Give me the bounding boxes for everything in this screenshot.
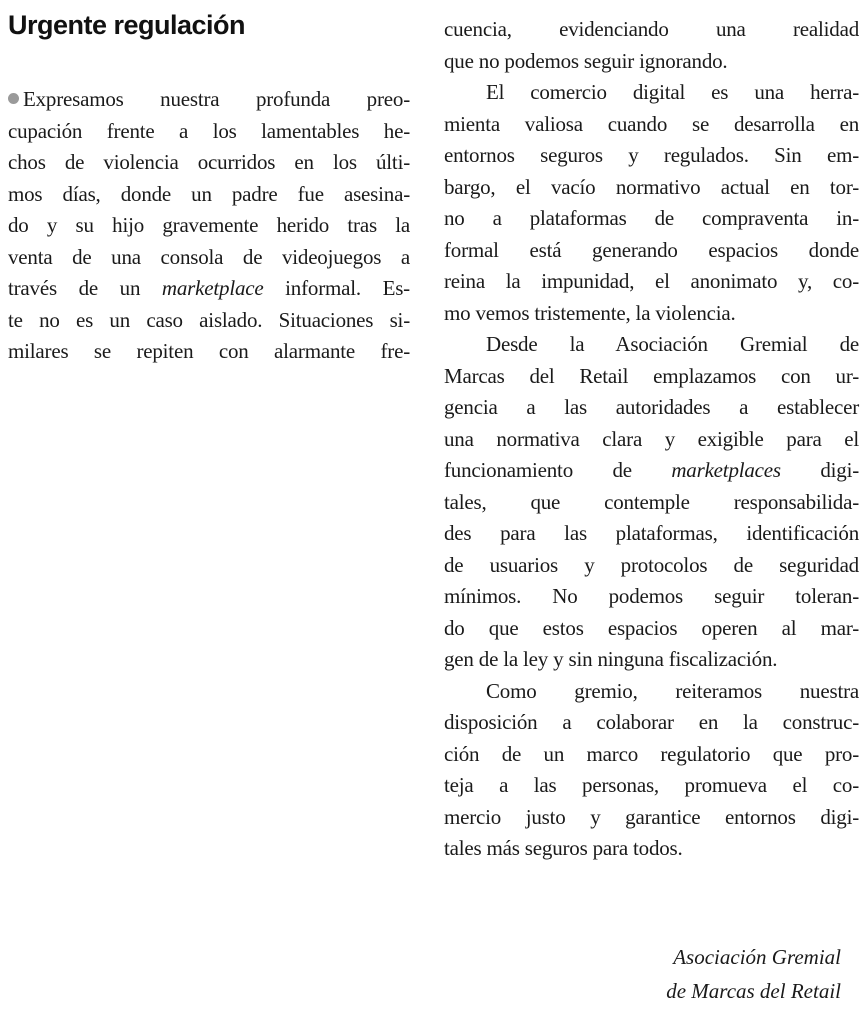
text-segment: funcionamiento de <box>444 458 672 482</box>
text-segment: ción de un marco regulatorio que pro- <box>444 741 859 766</box>
text-line <box>8 273 410 305</box>
text-segment: cupación frente a los lamentables he- <box>8 118 410 143</box>
letter-body-right <box>444 14 859 865</box>
text-line <box>444 424 859 456</box>
text-line <box>444 802 859 834</box>
text-segment: través de un <box>8 276 162 300</box>
signature-line: Asociación Gremial <box>673 945 841 969</box>
text-segment: Como gremio, reiteramos nuestra <box>486 678 859 703</box>
signature <box>666 940 841 1008</box>
text-segment: gen de la ley y sin ninguna fiscalización. <box>444 647 778 671</box>
text-line <box>444 298 859 330</box>
text-line <box>444 46 859 78</box>
text-segment: teja a las personas, promueva el co- <box>444 773 859 797</box>
text-line <box>444 550 859 582</box>
text-segment: cuencia, evidenciando una realidad <box>444 17 859 41</box>
text-line <box>444 518 859 550</box>
text-segment: de usuarios y protocolos de seguridad <box>444 552 859 577</box>
text-segment: bargo, el vacío normativo actual en tor- <box>444 174 859 199</box>
text-line <box>8 179 410 211</box>
text-segment: reina la impunidad, el anonimato y, co- <box>444 269 859 293</box>
text-segment: mos días, donde un padre fue asesina- <box>8 181 410 206</box>
text-line <box>444 833 859 865</box>
text-segment: gencia a las autoridades a establecer <box>444 395 859 419</box>
text-line <box>444 455 859 487</box>
text-segment: te no es un caso aislado. Situaciones si- <box>8 307 410 332</box>
left-column <box>8 8 410 368</box>
text-segment: informal. Es- <box>263 276 410 300</box>
text-line <box>444 14 859 46</box>
text-line <box>8 210 410 242</box>
text-segment: do que estos espacios operen al mar- <box>444 615 859 640</box>
text-segment: Desde la Asociación Gremial de <box>486 332 859 356</box>
text-line <box>444 235 859 267</box>
text-line <box>444 644 859 676</box>
text-line <box>8 305 410 337</box>
text-segment: marketplace <box>161 276 264 300</box>
text-segment: digi- <box>780 458 860 482</box>
text-segment: disposición a colaborar en la construc- <box>444 710 859 734</box>
text-segment: venta de una consola de videojuegos a <box>8 244 410 269</box>
letter-body-left <box>8 84 410 368</box>
text-segment: mo vemos tristemente, la violencia. <box>444 300 736 325</box>
text-segment: mercio justo y garantice entornos digi- <box>444 804 859 829</box>
text-segment: entornos seguros y regulados. Sin em- <box>444 143 859 167</box>
text-segment: Expresamos nuestra profunda preo- <box>23 87 410 111</box>
bullet-icon <box>8 93 19 104</box>
text-line <box>444 707 859 739</box>
text-segment: Marcas del Retail emplazamos con ur- <box>444 363 859 388</box>
text-line <box>444 676 859 708</box>
text-line <box>444 392 859 424</box>
text-segment: chos de violencia ocurridos en los últi- <box>8 150 410 174</box>
text-line <box>444 487 859 519</box>
page-title: Urgente regulación <box>8 10 246 40</box>
text-segment: que no podemos seguir ignorando. <box>444 48 728 73</box>
text-segment: do y su hijo gravemente herido tras la <box>8 213 410 237</box>
text-line <box>444 266 859 298</box>
text-line <box>8 116 410 148</box>
text-line <box>444 739 859 771</box>
text-line <box>444 172 859 204</box>
text-segment: mienta valiosa cuando se desarrolla en <box>444 111 859 136</box>
text-segment: tales, que contemple responsabilida- <box>444 489 859 514</box>
text-segment: marketplaces <box>671 458 781 482</box>
text-segment: formal está generando espacios donde <box>444 237 859 262</box>
text-line <box>444 581 859 613</box>
text-line <box>8 84 410 116</box>
text-line <box>444 77 859 109</box>
text-line <box>8 336 410 368</box>
text-line <box>444 770 859 802</box>
right-column <box>444 14 859 865</box>
text-line <box>444 361 859 393</box>
text-segment: milares se repiten con alarmante fre- <box>8 339 410 363</box>
text-line <box>444 109 859 141</box>
text-line <box>8 242 410 274</box>
text-segment: des para las plataformas, identificación <box>444 521 859 545</box>
signature-line: de Marcas del Retail <box>666 979 841 1003</box>
text-line <box>444 140 859 172</box>
text-segment: El comercio digital es una herra- <box>486 80 859 104</box>
text-segment: tales más seguros para todos. <box>444 836 683 860</box>
text-segment: no a plataformas de compraventa in- <box>444 206 859 230</box>
text-line <box>444 329 859 361</box>
text-segment: mínimos. No podemos seguir toleran- <box>444 584 859 608</box>
text-segment: una normativa clara y exigible para el <box>444 426 859 451</box>
text-line <box>8 147 410 179</box>
text-line <box>444 203 859 235</box>
text-line <box>444 613 859 645</box>
